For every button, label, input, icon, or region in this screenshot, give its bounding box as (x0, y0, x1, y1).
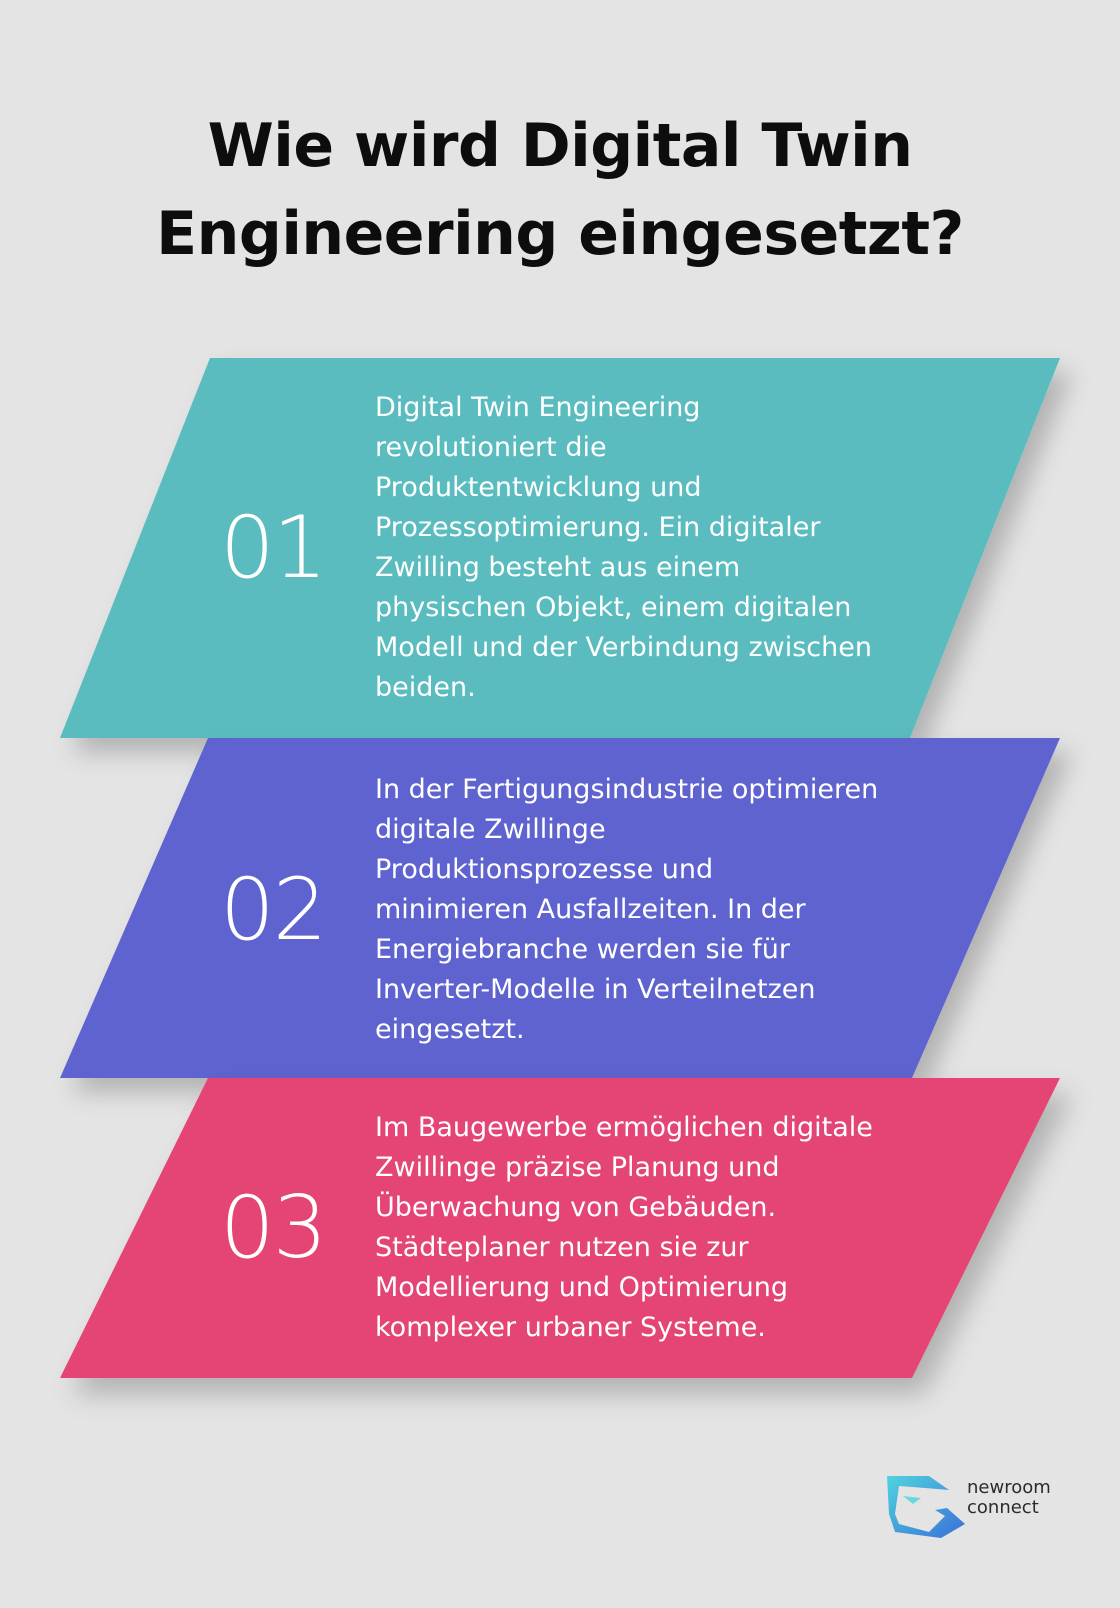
description-line: digitale Zwillinge (375, 814, 606, 845)
step-number: 02 (220, 860, 326, 960)
step-description (375, 1108, 935, 1348)
description-line: Produktionsprozesse und (375, 854, 714, 885)
description-line: Produktentwicklung und (375, 472, 702, 503)
description-line: Modellierung und Optimierung (375, 1272, 789, 1303)
newroom-connect-logo (885, 1470, 1065, 1540)
logo-wordmark (967, 1478, 1051, 1518)
logo-word-connect: connect (967, 1497, 1039, 1518)
step-card-01 (60, 358, 1060, 738)
title-line-1: Wie wird Digital Twin (207, 111, 913, 181)
newroom-connect-logo-icon (885, 1474, 965, 1540)
step-number: 01 (220, 498, 326, 598)
description-line: Energiebranche werden sie für (375, 934, 790, 965)
description-line: physischen Objekt, einem digitalen (375, 592, 852, 623)
page-title (0, 102, 1120, 278)
description-line: komplexer urbaner Systeme. (375, 1312, 766, 1343)
step-card-02 (60, 738, 1060, 1078)
step-description (375, 388, 935, 708)
description-line: Prozessoptimierung. Ein digitaler (375, 512, 821, 543)
description-line: Modell und der Verbindung zwischen (375, 632, 872, 663)
description-line: Digital Twin Engineering (375, 392, 701, 423)
title-line-2: Engineering eingesetzt? (156, 199, 964, 269)
step-card-03 (60, 1078, 1060, 1378)
description-line: Inverter-Modelle in Verteilnetzen (375, 974, 816, 1005)
description-line: Städteplaner nutzen sie zur (375, 1232, 749, 1263)
description-line: beiden. (375, 672, 476, 703)
description-line: Überwachung von Gebäuden. (375, 1192, 777, 1223)
step-number: 03 (220, 1178, 326, 1278)
description-line: minimieren Ausfallzeiten. In der (375, 894, 806, 925)
logo-word-newroom: newroom (967, 1477, 1051, 1498)
description-line: Im Baugewerbe ermöglichen digitale (375, 1112, 873, 1143)
description-line: Zwilling besteht aus einem (375, 552, 741, 583)
description-line: eingesetzt. (375, 1014, 525, 1045)
step-description (375, 770, 935, 1050)
description-line: Zwillinge präzise Planung und (375, 1152, 780, 1183)
description-line: revolutioniert die (375, 432, 607, 463)
description-line: In der Fertigungsindustrie optimieren (375, 774, 879, 805)
